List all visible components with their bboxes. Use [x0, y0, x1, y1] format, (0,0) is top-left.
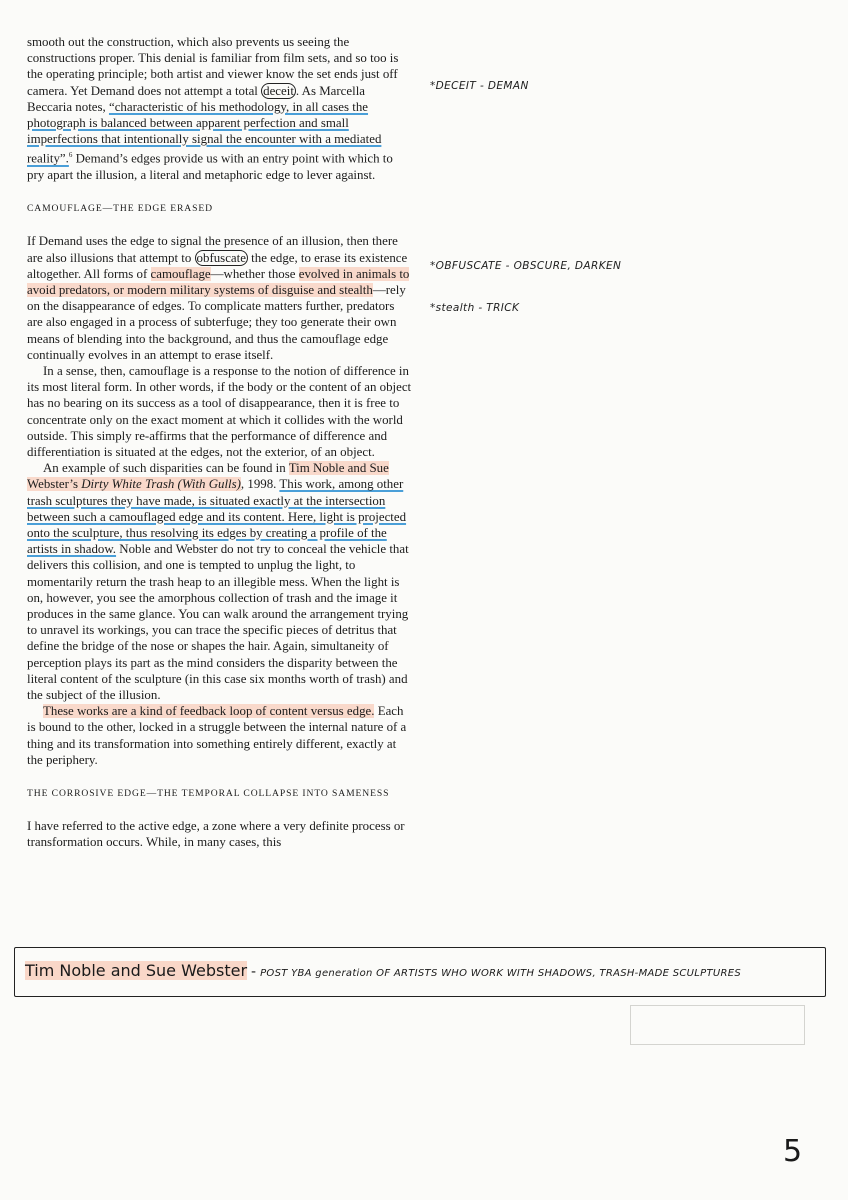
highlighted-work-title: Dirty White Trash (With Gulls) — [81, 477, 241, 492]
section-heading: THE CORROSIVE EDGE—THE TEMPORAL COLLAPSE INTO SAMENESS — [27, 788, 390, 800]
note-dash: - — [251, 964, 257, 980]
text-run: Noble and Webster do not try to conceal the vehicle that delivers this collision, and one is tempted to unplug the light, to momentarily return the trash heap to an illegible mess. When the light is on, however, you see the amorphous collection of trash and the image it produces in the same glance. You can walk around the arrangement trying to unravel its workings, you can trace the specific pieces of detritus that define the bridge of the nose or shapes the hair. Again, simultaneity of perception plays its part as the mind considers the disparity between the literal content of the sculpture (in this case six months worth of trash) and the subject of the illusion. — [27, 542, 409, 703]
section-heading: CAMOUFLAGE—THE EDGE ERASED — [27, 203, 213, 215]
paragraph: In a sense, then, camouflage is a response to the notion of difference in its most literal form. In other words, if the body or the content of an object has no bearing on its success as a tool of disappearance, then it is free to concentrate only on the exact moment at which it collides with the world outside. This simply re-affirms that the performance of difference and differentiation is situated at the edges, not the exterior, of an object. — [27, 363, 412, 459]
text-run: —whether those — [210, 266, 299, 281]
text-run: . As Marcella Beccaria notes, — [27, 83, 365, 114]
margin-note-deceit: *DECEIT - DEMAN — [430, 80, 529, 92]
text-run: An example of such disparities can be found in — [43, 461, 289, 476]
margin-note-stealth: *stealth - TRICK — [430, 302, 520, 314]
text-column — [27, 34, 412, 851]
highlighted-text: These works are a kind of feedback loop of content versus edge. — [43, 704, 375, 719]
handwritten-artist-names: Tim Noble and Sue Webster — [25, 961, 248, 980]
paragraph — [27, 703, 412, 768]
text-run: If Demand uses the edge to signal the presence of an illusion, then there are also illusions that attempt to — [27, 234, 398, 265]
highlighted-text: evolved in animals to avoid predators, or modern military systems of disguise and stealth — [27, 266, 410, 297]
footnote-marker: 6 — [68, 151, 73, 160]
text-run: Each is bound to the other, locked in a struggle between the internal nature of a thing and its transformation into something entirely different, exactly at the periphery. — [27, 704, 407, 767]
circled-word-obfuscate: obfuscate — [196, 250, 246, 265]
highlighted-artists: Tim Noble and Sue Webster’s — [27, 461, 389, 492]
text-run: —rely on the disappearance of edges. To complicate matters further, predators are also engaged in a process of subterfuge; they too generate their own means of blending into the background, and thus the camouflage edge continually evolves in an attempt to erase itself. — [27, 282, 406, 362]
highlighted-word-camouflage: camouflage — [150, 266, 211, 281]
paragraph — [27, 34, 412, 183]
handwritten-note-box — [14, 947, 826, 997]
circled-word-deceit: deceit — [263, 83, 294, 98]
text-run: the edge, to erase its existence altogether. All forms of — [27, 250, 408, 281]
bleed-through-box — [630, 1005, 805, 1045]
underlined-text: This work, among other trash sculptures they have made, is situated exactly at the intersection between such a camouflaged edge and its content. Here, light is projected onto the sculpture, thus resolving its edges by creating a profile of the artists in shadow. — [27, 477, 407, 557]
handwritten-note-text: POST YBA generation OF ARTISTS WHO WORK WITH SHADOWS, TRASH-MADE SCULPTURES — [260, 968, 742, 979]
underlined-quote: “characteristic of his methodology, in all cases the photograph is balanced between apparent perfection and small imperfections that intentionally signal the encounter with a mediated reality”. — [27, 99, 382, 166]
paragraph: I have referred to the active edge, a zone where a very definite process or transformation occurs. While, in many cases, this — [27, 819, 405, 850]
page-number: 5 — [783, 1134, 803, 1169]
text-run: , 1998. — [240, 477, 280, 492]
text-run: Demand’s edges provide us with an entry point with which to pry apart the illusion, a literal and metaphoric edge to lever against. — [27, 151, 393, 182]
margin-note-obfuscate: *OBFUSCATE - OBSCURE, DARKEN — [430, 260, 622, 272]
text-run: smooth out the construction, which also prevents us seeing the constructions proper. This denial is familiar from film sets, and so too is the operating principle; both artist and viewer know the set ends just off camera. Yet Demand does not attempt a total — [27, 35, 399, 98]
paragraph — [27, 460, 412, 703]
paragraph — [27, 233, 412, 363]
